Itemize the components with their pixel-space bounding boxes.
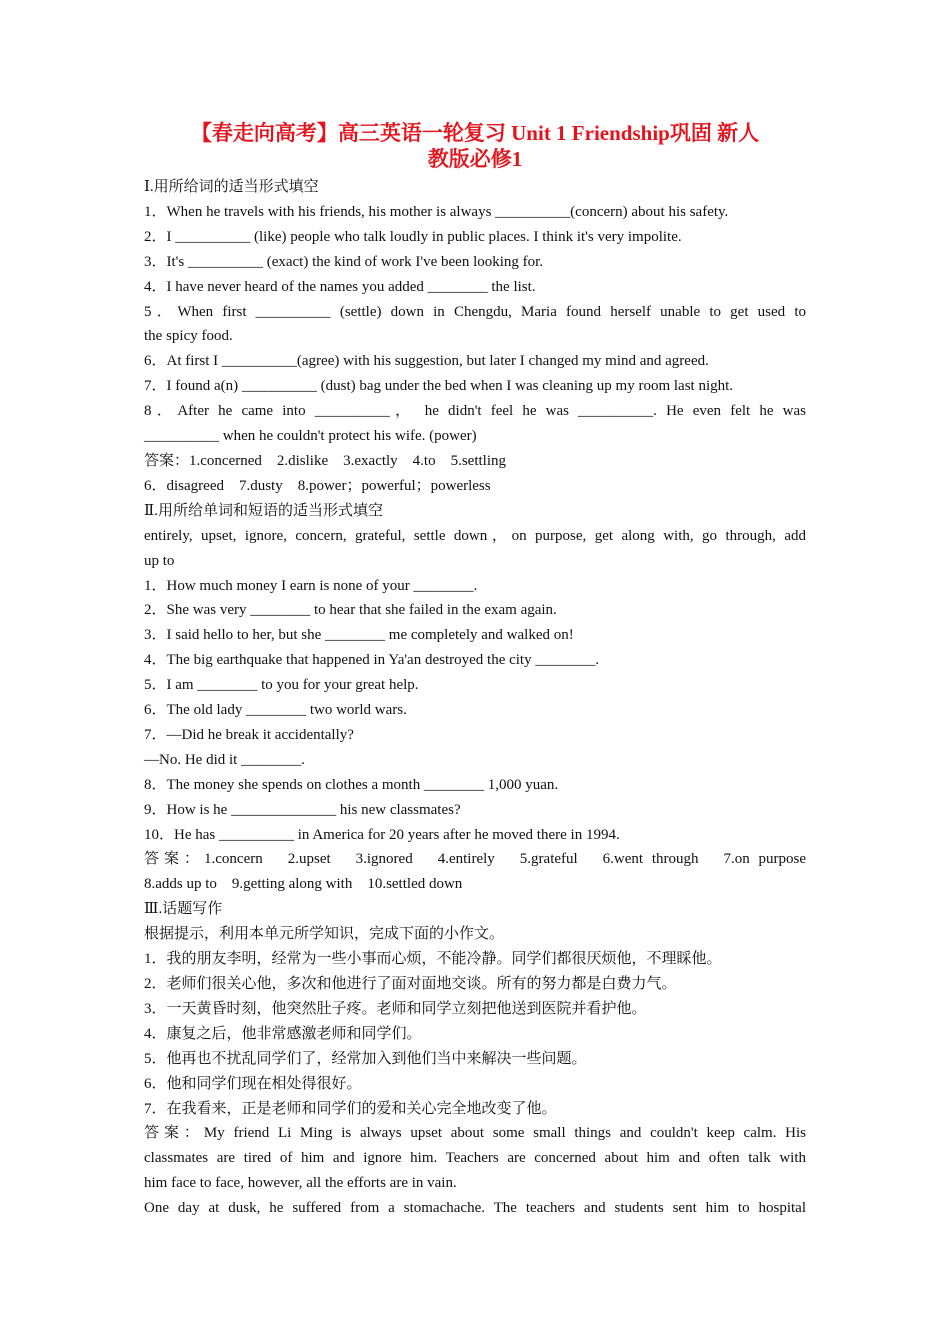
text-line: the spicy food. — [144, 328, 233, 345]
text-line: 6．The old lady ________ two world wars. — [144, 702, 407, 719]
text-line: up to — [144, 552, 175, 569]
text-line: 9．How is he ______________ his new classmates? — [144, 801, 461, 818]
text-line: —No. He did it ________. — [144, 751, 305, 768]
text-line: 答案：1.concern 2.upset 3.ignored 4.entirely 5.grateful 6.went through 7.on purpose — [144, 851, 806, 868]
text-line: Ⅰ.用所给词的适当形式填空 — [144, 179, 319, 195]
text-line: 10．He has __________ in America for 20 years after he moved there in 1994. — [144, 826, 620, 843]
text-line: 2．老师们很关心他，多次和他进行了面对面地交谈。所有的努力都是白费力气。 — [144, 976, 677, 992]
text-line: him face to face, however, all the efforts are in vain. — [144, 1175, 457, 1192]
text-line: 7．—Did he break it accidentally? — [144, 726, 354, 743]
text-line: classmates are tired of him and ignore him. Teachers are concerned about him and often talk with — [144, 1150, 806, 1167]
text-line: 8．The money she spends on clothes a month ________ 1,000 yuan. — [144, 776, 559, 793]
text-line: 答案：1.concerned 2.dislike 3.exactly 4.to 5.settling — [144, 452, 507, 469]
text-line: 答案：My friend Li Ming is always upset about some small things and couldn't keep calm. His — [144, 1125, 806, 1142]
text-line: 7．在我看来，正是老师和同学们的爱和关心完全地改变了他。 — [144, 1100, 557, 1117]
text-line: 7．I found a(n) __________ (dust) bag under the bed when I was cleaning up my room last night. — [144, 378, 734, 395]
text-line: 1．When he travels with his friends, his mother is always __________(concern) about his safety. — [144, 203, 729, 220]
text-line: 6．他和同学们现在相处得很好。 — [144, 1075, 362, 1092]
text-line: 1．我的朋友李明，经常为一些小事而心烦，不能冷静。同学们都很厌烦他，不理睬他。 — [144, 951, 722, 968]
text-line: __________ when he couldn't protect his wife. (power) — [144, 428, 477, 445]
text-line: 2．I __________ (like) people who talk loudly in public places. I think it's very impolite. — [144, 228, 682, 245]
text-line: 5．When first __________ (settle) down in Chengdu, Maria found herself unable to get used to — [144, 303, 806, 320]
text-line: 5．I am ________ to you for your great help. — [144, 677, 419, 694]
text-line: Ⅱ.用所给单词和短语的适当形式填空 — [144, 502, 383, 519]
text-line: 6．At first I __________(agree) with his suggestion, but later I changed my mind and agreed. — [144, 353, 709, 370]
text-line: 4．I have never heard of the names you added ________ the list. — [144, 278, 536, 295]
text-line: 4．The big earthquake that happened in Ya'an destroyed the city ________. — [144, 652, 600, 669]
text-line: 8.adds up to 9.getting along with 10.settled down — [144, 876, 463, 893]
text-line: 2．She was very ________ to hear that she failed in the exam again. — [144, 602, 557, 619]
text-line: Ⅲ.话题写作 — [144, 901, 223, 918]
text-line: 8．After he came into __________， he didn't feel he was __________. He even felt he was — [144, 403, 806, 420]
text-line: 5．他再也不扰乱同学们了，经常加入到他们当中来解决一些问题。 — [144, 1050, 587, 1067]
title-line-2: 教版必修1 — [427, 147, 523, 171]
text-line: 3．一天黄昏时刻，他突然肚子疼。老师和同学立刻把他送到医院并看护他。 — [144, 1000, 647, 1017]
document-body — [144, 175, 806, 1221]
document-page — [144, 120, 806, 1221]
text-line: 1．How much money I earn is none of your ________. — [144, 577, 478, 594]
title-line-1: 【春走向高考】高三英语一轮复习 Unit 1 Friendship巩固 新人 — [190, 121, 760, 145]
text-line: 4．康复之后，他非常感激老师和同学们。 — [144, 1025, 422, 1042]
text-line: 6．disagreed 7.dusty 8.power；powerful；powerless — [144, 477, 491, 494]
text-line: 3．I said hello to her, but she ________ me completely and walked on! — [144, 627, 574, 644]
text-line: 3．It's __________ (exact) the kind of work I've been looking for. — [144, 253, 544, 270]
text-line: 根据提示，利用本单元所学知识，完成下面的小作文。 — [144, 926, 505, 943]
text-line: entirely, upset, ignore, concern, grateful, settle down，on purpose, get along with, go through, add — [144, 527, 806, 544]
document-title — [122, 120, 828, 172]
text-line: One day at dusk, he suffered from a stomachache. The teachers and students sent him to hospital — [144, 1200, 806, 1217]
